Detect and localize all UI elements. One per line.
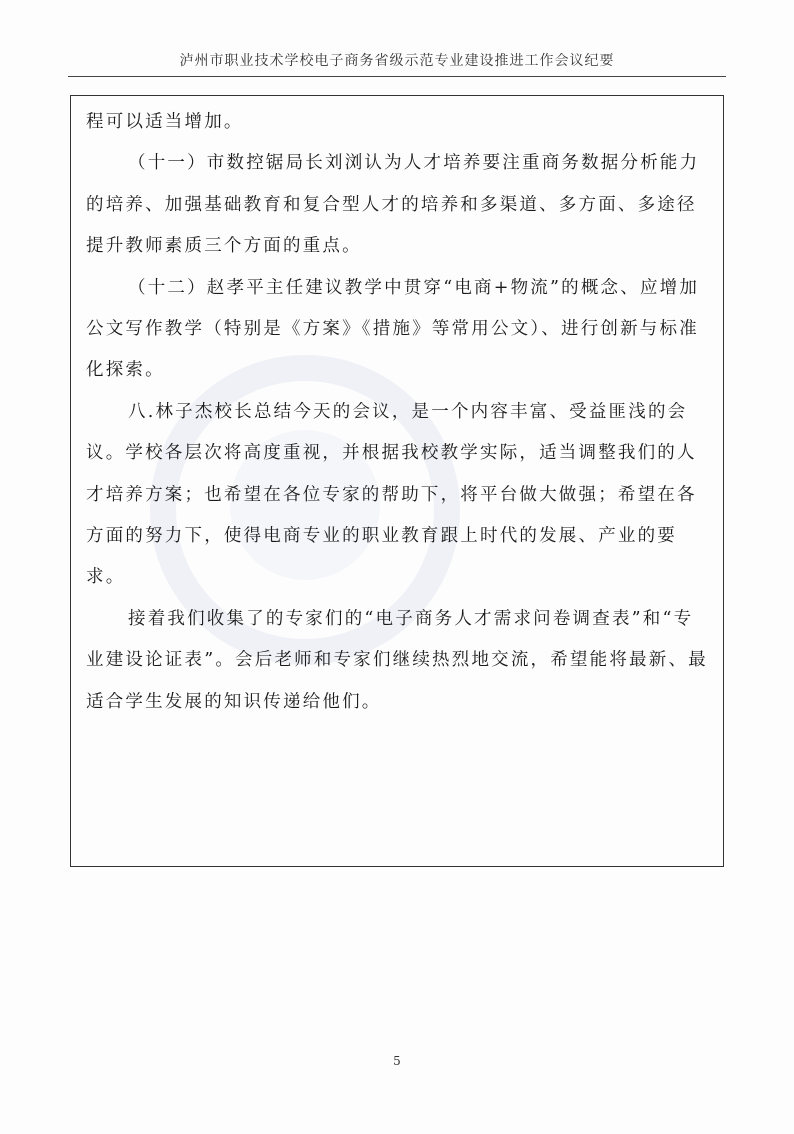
header-rule: [68, 76, 726, 77]
content-frame: [70, 95, 724, 867]
paragraph: 接着我们收集了的专家们的“电子商务人才需求问卷调查表”和“专业建设论证表”。会后老师和专家们继续热烈地交流，希望能将最新、最适合学生发展的知识传递给他们。: [86, 608, 708, 712]
document-body: [86, 102, 712, 723]
paragraph: （十一）市数控锯局长刘浏认为人才培养要注重商务数据分析能力的培养、加强基础教育和复合型人才的培养和多渠道、多方面、多途径提升教师素质三个方面的重点。: [86, 153, 700, 257]
paragraph: （十二）赵孝平主任建议教学中贯穿“电商+物流”的概念、应增加公文写作教学（特别是《方案》《措施》等常用公文）、进行创新与标准化探索。: [86, 277, 700, 381]
paragraph: 八.林子杰校长总结今天的会议，是一个内容丰富、受益匪浅的会议。学校各层次将高度重视，并根据我校教学实际，适当调整我们的人才培养方案；也希望在各位专家的帮助下，将平台做大做强；希望在各方面的努力下，使得电商专业的职业教育跟上时代的发展、产业的要求。: [86, 401, 697, 588]
paragraph: 程可以适当增加。: [86, 112, 244, 132]
page-header: 泸州市职业技术学校电子商务省级示范专业建设推进工作会议纪要: [179, 53, 615, 69]
page-number: 5: [393, 1054, 401, 1068]
